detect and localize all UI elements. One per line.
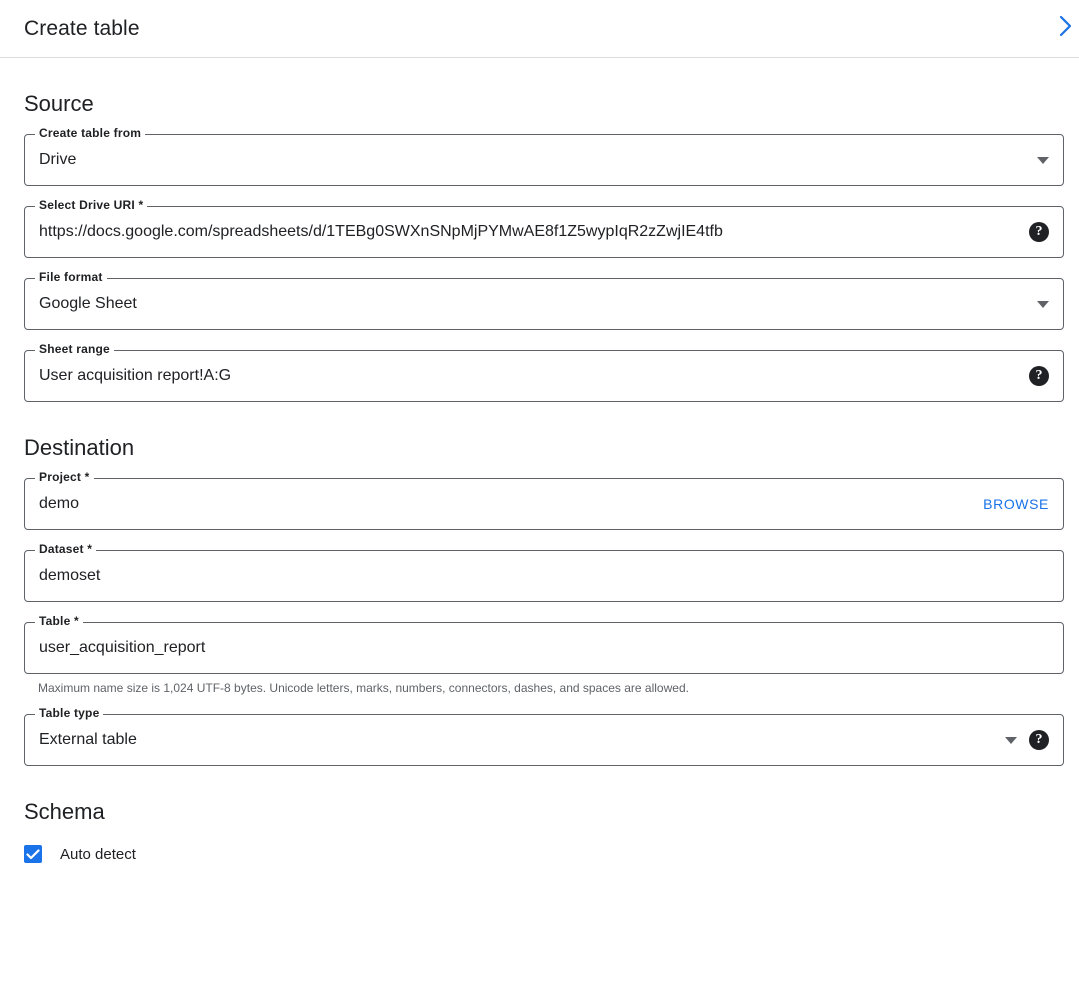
panel-header	[0, 0, 1079, 58]
browse-button[interactable]: BROWSE	[983, 496, 1049, 512]
field-table[interactable]	[24, 614, 1064, 674]
value-sheet-range[interactable]: User acquisition report!A:G	[39, 367, 232, 384]
field-table-type[interactable]	[24, 706, 1064, 766]
chevron-down-icon[interactable]	[1005, 737, 1017, 744]
label-sheet-range: Sheet range	[35, 342, 114, 356]
label-project: Project *	[35, 470, 94, 484]
field-file-format[interactable]	[24, 270, 1064, 330]
value-project[interactable]: demo	[39, 495, 80, 512]
help-icon[interactable]: ?	[1029, 222, 1049, 242]
value-table[interactable]: user_acquisition_report	[39, 639, 206, 656]
chevron-down-icon[interactable]	[1037, 157, 1049, 164]
value-select-drive-uri[interactable]: https://docs.google.com/spreadsheets/d/1TEBg0SWXnSNpMjPYMwAE8f1Z5wypIqR2zZwjIE4tfb	[39, 223, 723, 240]
label-create-table-from: Create table from	[35, 126, 145, 140]
field-create-table-from[interactable]	[24, 126, 1064, 186]
chevron-right-icon[interactable]	[1051, 6, 1079, 46]
field-select-drive-uri[interactable]	[24, 198, 1064, 258]
label-select-drive-uri: Select Drive URI *	[35, 198, 147, 212]
page-title: Create table	[24, 16, 140, 40]
chevron-down-icon[interactable]	[1037, 301, 1049, 308]
field-sheet-range[interactable]	[24, 342, 1064, 402]
field-project[interactable]	[24, 470, 1064, 530]
field-dataset[interactable]	[24, 542, 1064, 602]
label-file-format: File format	[35, 270, 107, 284]
label-dataset: Dataset *	[35, 542, 96, 556]
section-title-source: Source	[24, 91, 94, 116]
help-icon[interactable]: ?	[1029, 366, 1049, 386]
checkbox-auto-detect[interactable]	[24, 845, 42, 863]
label-table: Table *	[35, 614, 83, 628]
form-content	[0, 91, 1079, 863]
value-create-table-from: Drive	[39, 151, 77, 168]
label-table-type: Table type	[35, 706, 103, 720]
section-title-destination: Destination	[24, 435, 135, 460]
help-icon[interactable]: ?	[1029, 730, 1049, 750]
label-auto-detect: Auto detect	[60, 845, 136, 863]
value-dataset[interactable]: demoset	[39, 567, 101, 584]
auto-detect-row[interactable]	[24, 845, 1055, 863]
value-file-format: Google Sheet	[39, 295, 137, 312]
section-title-schema: Schema	[24, 799, 105, 824]
value-table-type: External table	[39, 731, 137, 748]
table-name-helper-text: Maximum name size is 1,024 UTF-8 bytes. Unicode letters, marks, numbers, connectors, dashes, and spaces are allowed.	[38, 681, 689, 695]
